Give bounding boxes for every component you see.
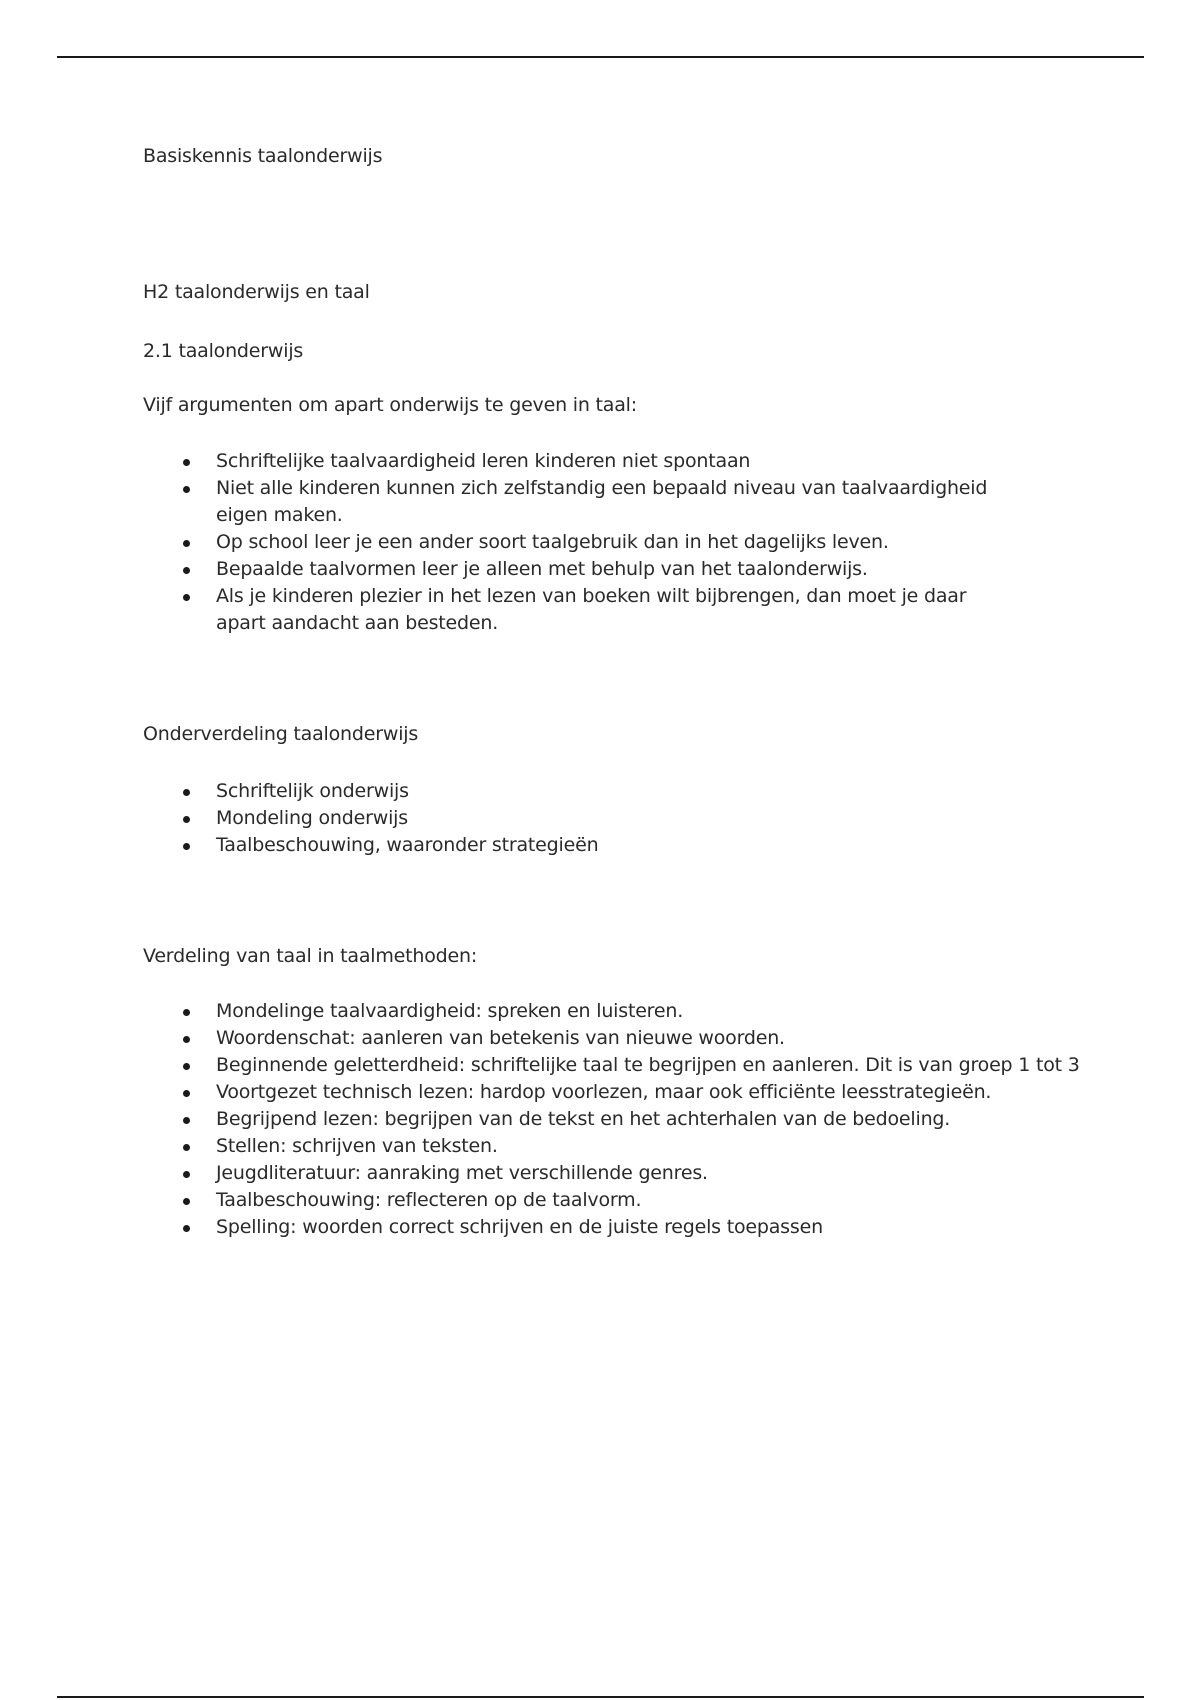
chapter-heading: H2 taalonderwijs en taal	[143, 281, 370, 303]
section-heading: 2.1 taalonderwijs	[143, 340, 304, 362]
list-item: Taalbeschouwing: reflecteren op de taalvorm.	[143, 1187, 1083, 1214]
list-item: Niet alle kinderen kunnen zich zelfstandig een bepaald niveau van taalvaardigheid eigen maken.	[143, 475, 1006, 529]
list-item: Op school leer je een ander soort taalgebruik dan in het dagelijks leven.	[143, 529, 1006, 556]
bullet-icon	[183, 1225, 190, 1232]
bullet-icon	[183, 816, 190, 823]
list-item: Taalbeschouwing, waaronder strategieën	[143, 832, 1083, 859]
list-item: Mondelinge taalvaardigheid: spreken en luisteren.	[143, 998, 1083, 1025]
bullet-icon	[183, 1171, 190, 1178]
bullet-icon	[183, 1198, 190, 1205]
bullet-icon	[183, 594, 190, 601]
document-title: Basiskennis taalonderwijs	[143, 145, 383, 167]
bullet-icon	[183, 540, 190, 547]
list-item: Schriftelijke taalvaardigheid leren kinderen niet spontaan	[143, 448, 1006, 475]
arguments-intro: Vijf argumenten om apart onderwijs te geven in taal:	[143, 394, 637, 416]
bullet-icon	[183, 486, 190, 493]
subdivision-list	[143, 778, 1083, 859]
bullet-icon	[183, 459, 190, 466]
list-item: Woordenschat: aanleren van betekenis van nieuwe woorden.	[143, 1025, 1083, 1052]
bullet-icon	[183, 1090, 190, 1097]
list-item: Voortgezet technisch lezen: hardop voorlezen, maar ook efficiënte leesstrategieën.	[143, 1079, 1083, 1106]
methods-list	[143, 998, 1083, 1241]
footer-rule	[57, 1696, 1144, 1698]
list-item: Jeugdliteratuur: aanraking met verschillende genres.	[143, 1160, 1083, 1187]
bullet-icon	[183, 789, 190, 796]
arguments-list	[143, 448, 1083, 637]
subdivision-intro: Onderverdeling taalonderwijs	[143, 723, 419, 745]
bullet-icon	[183, 1144, 190, 1151]
bullet-icon	[183, 567, 190, 574]
list-item: Stellen: schrijven van teksten.	[143, 1133, 1083, 1160]
list-item: Als je kinderen plezier in het lezen van boeken wilt bijbrengen, dan moet je daar apart aandacht aan besteden.	[143, 583, 1006, 637]
methods-intro: Verdeling van taal in taalmethoden:	[143, 945, 478, 967]
list-item: Schriftelijk onderwijs	[143, 778, 1083, 805]
list-item: Beginnende geletterdheid: schriftelijke taal te begrijpen en aanleren. Dit is van groep 1 tot 3	[143, 1052, 1083, 1079]
bullet-icon	[183, 1063, 190, 1070]
list-item: Begrijpend lezen: begrijpen van de tekst en het achterhalen van de bedoeling.	[143, 1106, 1083, 1133]
bullet-icon	[183, 1036, 190, 1043]
header-rule	[57, 56, 1144, 58]
list-item: Bepaalde taalvormen leer je alleen met behulp van het taalonderwijs.	[143, 556, 1006, 583]
list-item: Spelling: woorden correct schrijven en de juiste regels toepassen	[143, 1214, 1083, 1241]
bullet-icon	[183, 1117, 190, 1124]
bullet-icon	[183, 843, 190, 850]
bullet-icon	[183, 1009, 190, 1016]
list-item: Mondeling onderwijs	[143, 805, 1083, 832]
